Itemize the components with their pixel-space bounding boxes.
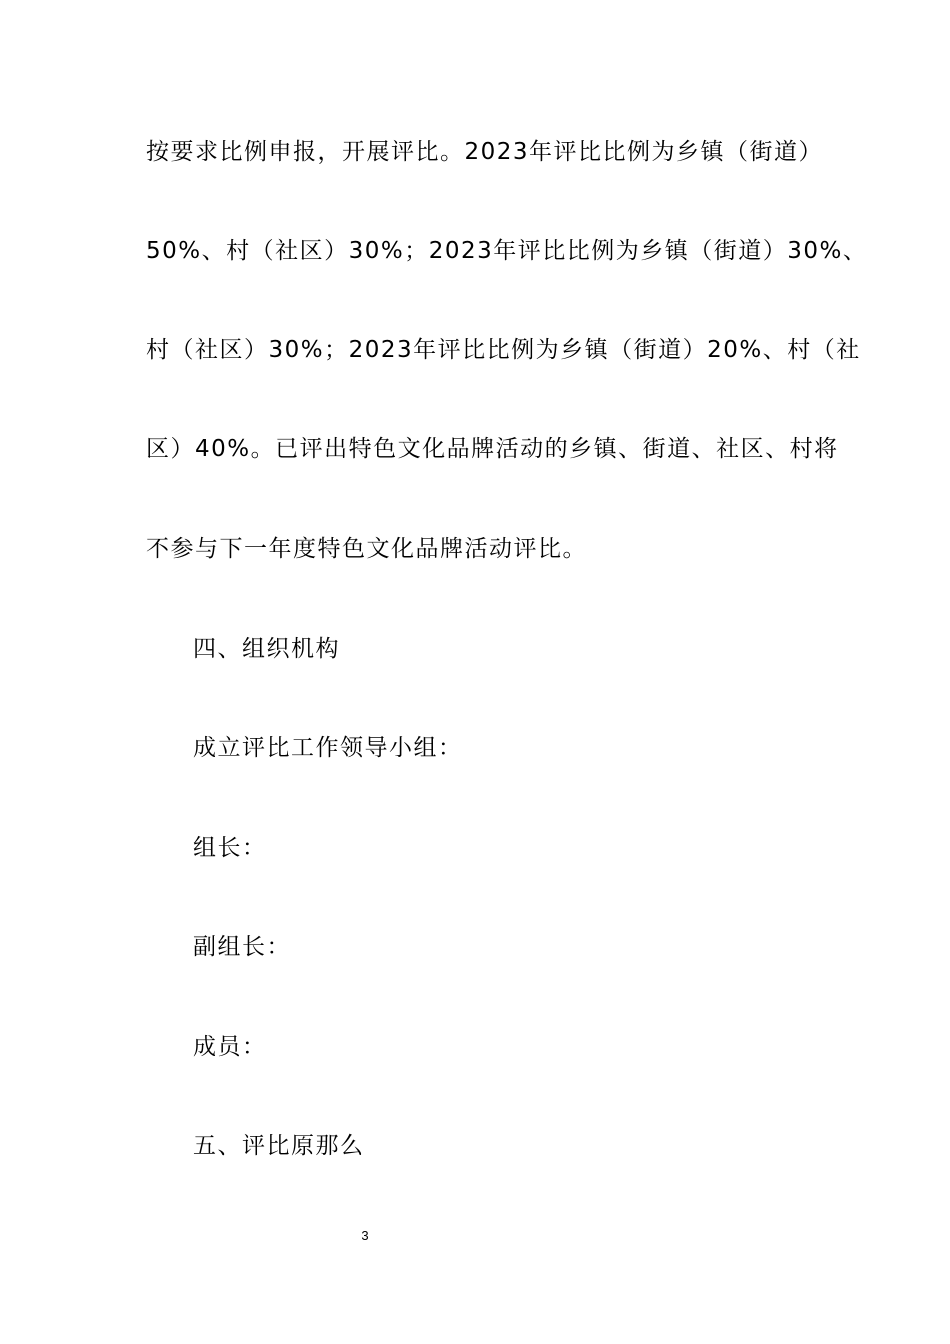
leading-group-intro: 成立评比工作领导小组： bbox=[193, 735, 463, 761]
paragraph-line-4: 区）40%。已评出特色文化品牌活动的乡镇、街道、社区、村将 bbox=[146, 436, 839, 462]
paragraph-line-2: 50%、村（社区）30%；2023年评比比例为乡镇（街道）30%、 bbox=[146, 238, 868, 264]
section-five-heading: 五、评比原那么 bbox=[193, 1133, 365, 1159]
paragraph-line-5: 不参与下一年度特色文化品牌活动评比。 bbox=[146, 536, 587, 562]
members-label: 成员： bbox=[193, 1034, 267, 1060]
deputy-leader-label: 副组长： bbox=[193, 934, 291, 960]
group-leader-label: 组长： bbox=[193, 835, 267, 861]
page-number: 3 bbox=[361, 1228, 369, 1243]
paragraph-line-1: 按要求比例申报，开展评比。2023年评比比例为乡镇（街道） bbox=[146, 139, 824, 165]
section-four-heading: 四、组织机构 bbox=[193, 636, 340, 662]
paragraph-line-3: 村（社区）30%；2023年评比比例为乡镇（街道）20%、村（社 bbox=[146, 337, 861, 363]
